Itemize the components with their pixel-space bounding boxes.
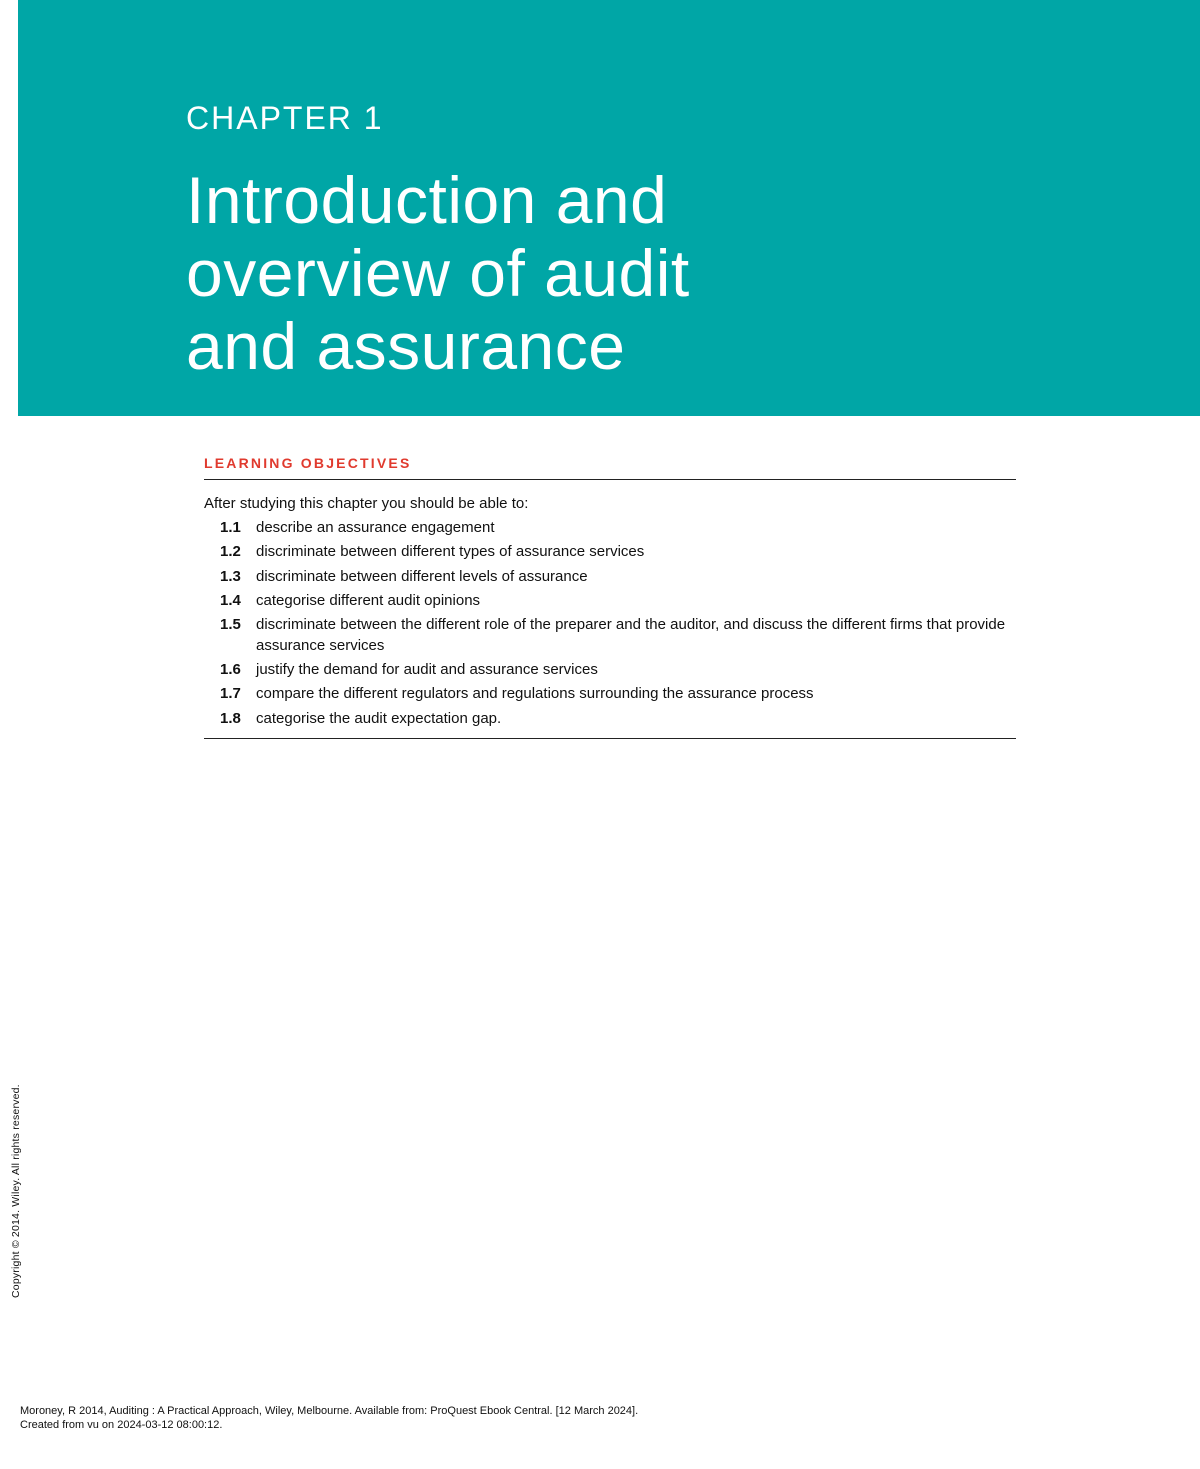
chapter-label: CHAPTER 1	[186, 100, 384, 136]
objective-number: 1.1	[220, 519, 241, 536]
objective-text: discriminate between different levels of assurance	[256, 567, 588, 585]
citation-line: Moroney, R 2014, Auditing : A Practical Approach, Wiley, Melbourne. Available from: ProQuest Ebook Central. [12 March 2024].	[20, 1405, 639, 1417]
objective-text: discriminate between the different role of the preparer and the auditor, and discuss the different firms that provide assurance services	[256, 616, 1006, 654]
copyright-notice: Copyright © 2014. Wiley. All rights reserved.	[10, 1084, 22, 1298]
objective-item	[220, 615, 1020, 656]
chapter-title	[186, 164, 886, 383]
objective-item	[220, 567, 1020, 588]
learning-objectives-heading: LEARNING OBJECTIVES	[204, 455, 412, 471]
objective-item	[220, 518, 1020, 539]
objective-number: 1.2	[220, 543, 241, 561]
objective-number: 1.5	[220, 616, 241, 634]
objective-number: 1.3	[220, 567, 241, 585]
chapter-title-line: Introduction and	[186, 163, 668, 237]
objective-text: describe an assurance engagement	[256, 519, 495, 536]
bottom-divider	[204, 738, 1016, 739]
objective-number: 1.7	[220, 685, 241, 703]
chapter-title-line: and assurance	[186, 309, 626, 383]
citation-line: Created from vu on 2024-03-12 08:00:12.	[20, 1419, 223, 1431]
objectives-list	[220, 518, 1020, 733]
objective-item	[220, 684, 1020, 705]
objective-text: discriminate between different types of assurance services	[256, 543, 645, 561]
objective-text: categorise the audit expectation gap.	[256, 709, 502, 727]
chapter-title-line: overview of audit	[186, 236, 690, 310]
objective-item	[220, 591, 1020, 612]
objective-text: compare the different regulators and regulations surrounding the assurance process	[256, 685, 814, 703]
objectives-intro: After studying this chapter you should be able to:	[204, 495, 529, 512]
objective-text: justify the demand for audit and assurance services	[256, 660, 598, 678]
objective-number: 1.6	[220, 660, 241, 678]
objective-number: 1.8	[220, 709, 241, 727]
objective-item	[220, 660, 1020, 681]
top-divider	[204, 479, 1016, 480]
objective-item	[220, 542, 1020, 563]
objective-text: categorise different audit opinions	[256, 591, 481, 609]
citation-footer	[20, 1404, 638, 1432]
objective-number: 1.4	[220, 591, 241, 609]
objective-item	[220, 709, 1020, 730]
